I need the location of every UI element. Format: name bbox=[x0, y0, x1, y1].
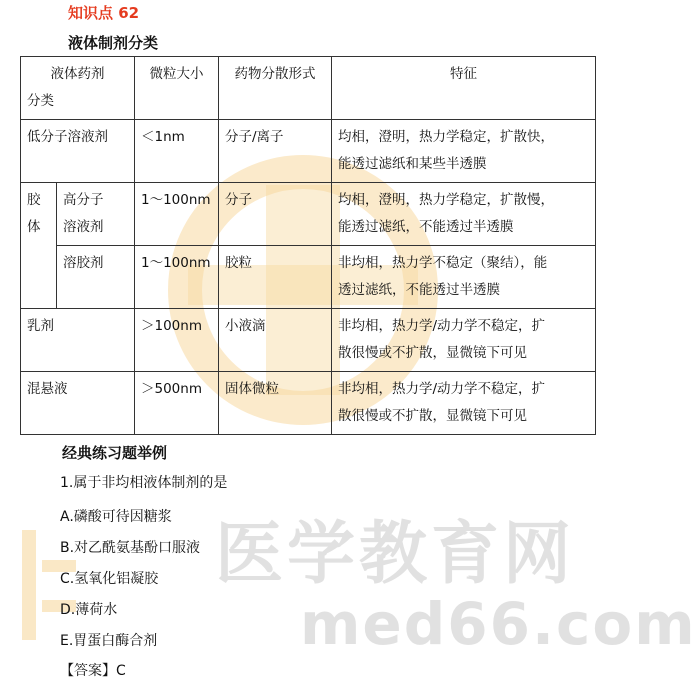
feature-line: 均相，澄明，热力学稳定，扩散慢， bbox=[338, 192, 554, 208]
option-d: D.薄荷水 bbox=[60, 602, 118, 618]
row-size: 1～100nm bbox=[135, 183, 219, 246]
row-size: ＞500nm bbox=[135, 372, 219, 435]
answer-text: 【答案】C bbox=[60, 663, 126, 679]
option-e: E.胃蛋白酶合剂 bbox=[60, 633, 158, 649]
row-size: ＜1nm bbox=[135, 120, 219, 183]
row-form: 胶粒 bbox=[219, 246, 332, 309]
watermark-url: med66.com bbox=[300, 590, 697, 658]
row-form: 分子 bbox=[219, 183, 332, 246]
feature-line: 非均相，热力学不稳定（聚结），能 bbox=[338, 255, 548, 271]
feature-line: 能透过滤纸和某些半透膜 bbox=[338, 156, 487, 172]
row-name bbox=[57, 183, 135, 246]
watermark-cn-text: 医学教育网 bbox=[215, 515, 576, 594]
option-c: C.氢氧化铝凝胶 bbox=[60, 571, 159, 587]
header-category bbox=[21, 57, 135, 120]
section-title: 液体制剂分类 bbox=[68, 34, 159, 52]
table-row bbox=[21, 120, 596, 183]
row-feature bbox=[332, 372, 596, 435]
colloid-label-line: 体 bbox=[27, 219, 41, 235]
row-feature bbox=[332, 246, 596, 309]
row-feature bbox=[332, 120, 596, 183]
feature-line: 非均相，热力学/动力学不稳定，扩 bbox=[338, 381, 546, 397]
name-line: 溶液剂 bbox=[63, 219, 104, 235]
table-header-row bbox=[21, 57, 596, 120]
colloid-label-line: 胶 bbox=[27, 192, 41, 208]
colloid-group-label bbox=[21, 183, 57, 309]
row-feature bbox=[332, 183, 596, 246]
feature-line: 非均相，热力学/动力学不稳定，扩 bbox=[338, 318, 546, 334]
row-name: 乳剂 bbox=[21, 309, 135, 372]
name-line: 高分子 bbox=[63, 192, 104, 208]
header-feature: 特征 bbox=[332, 57, 596, 120]
question-text: 1.属于非均相液体制剂的是 bbox=[60, 475, 228, 491]
feature-line: 散很慢或不扩散，显微镜下可见 bbox=[338, 408, 527, 424]
row-size: ＞100nm bbox=[135, 309, 219, 372]
row-feature bbox=[332, 309, 596, 372]
feature-line: 均相，澄明，热力学稳定，扩散快， bbox=[338, 129, 554, 145]
classification-table bbox=[20, 56, 596, 435]
header-category-line1: 液体药剂 bbox=[50, 66, 105, 82]
row-form: 分子/离子 bbox=[219, 120, 332, 183]
exercise-title: 经典练习题举例 bbox=[62, 444, 168, 462]
feature-line: 散很慢或不扩散，显微镜下可见 bbox=[338, 345, 527, 361]
table-row bbox=[21, 309, 596, 372]
row-name: 溶胶剂 bbox=[57, 246, 135, 309]
feature-line: 透过滤纸，不能透过半透膜 bbox=[338, 282, 500, 298]
table-row bbox=[21, 183, 596, 246]
feature-line: 能透过滤纸，不能透过半透膜 bbox=[338, 219, 514, 235]
option-b: B.对乙酰氨基酚口服液 bbox=[60, 540, 201, 556]
header-category-line2: 分类 bbox=[27, 93, 54, 109]
row-name: 低分子溶液剂 bbox=[21, 120, 135, 183]
row-name: 混悬液 bbox=[21, 372, 135, 435]
table-row bbox=[21, 246, 596, 309]
header-form: 药物分散形式 bbox=[219, 57, 332, 120]
row-form: 小液滴 bbox=[219, 309, 332, 372]
row-size: 1～100nm bbox=[135, 246, 219, 309]
table-row bbox=[21, 372, 596, 435]
knowledge-point-title: 知识点 62 bbox=[68, 4, 140, 22]
option-a: A.磷酸可待因糖浆 bbox=[60, 509, 172, 525]
header-size: 微粒大小 bbox=[135, 57, 219, 120]
row-form: 固体微粒 bbox=[219, 372, 332, 435]
